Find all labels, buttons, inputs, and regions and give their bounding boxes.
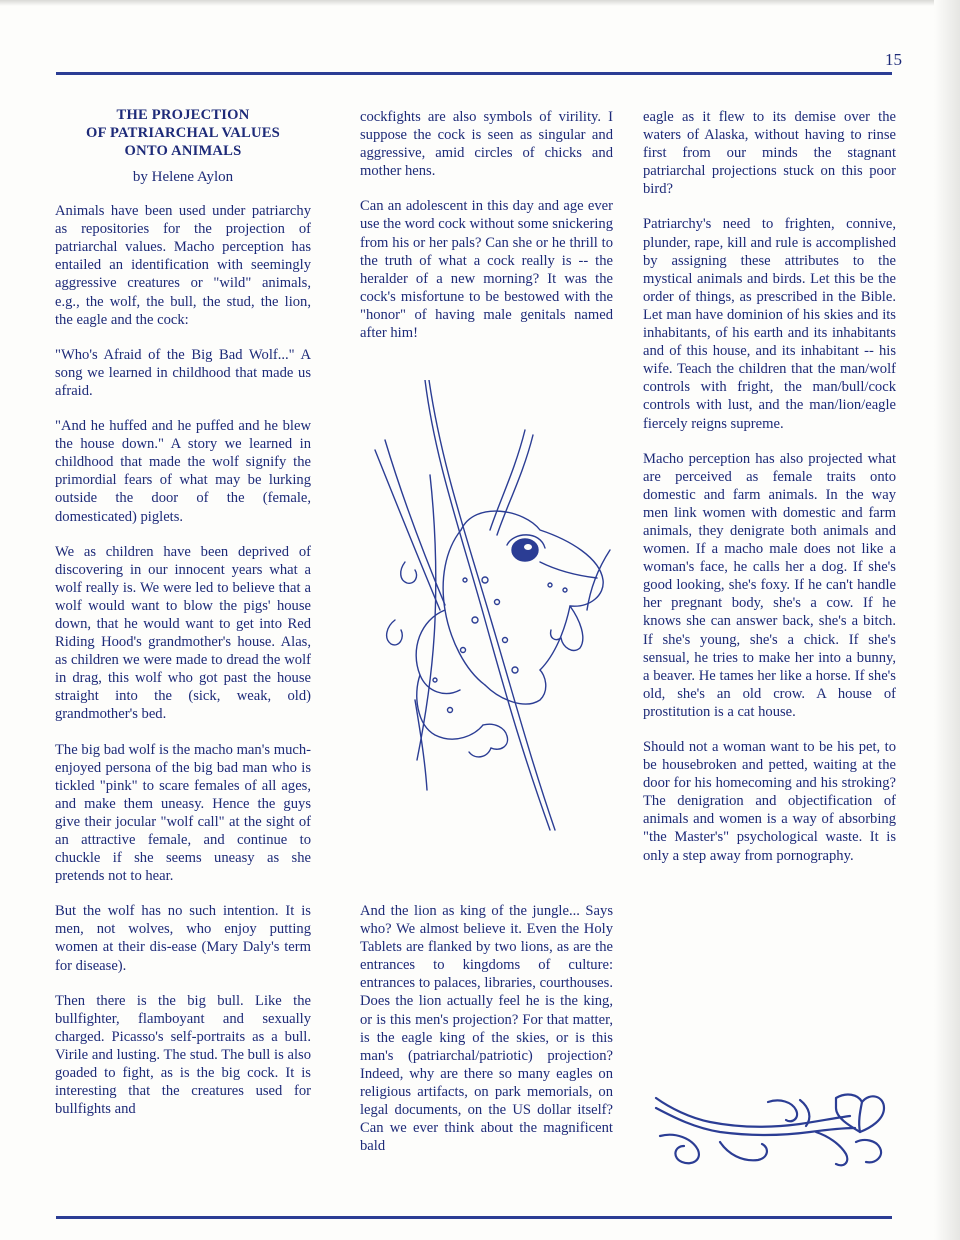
column-3 — [643, 108, 896, 882]
paragraph: "Who's Afraid of the Big Bad Wolf..." A song we learned in childhood that made us afraid. — [55, 346, 311, 399]
title-line-1: THE PROJECTION — [116, 107, 250, 123]
page-number: 15 — [885, 50, 902, 69]
paragraph: "And he huffed and he puffed and he blew the house down." A story we learned in childhood that made the wolf signify the primordial fears of what may be lurking outside the door of the (female, domesticated) piglets. — [55, 418, 311, 525]
paragraph: Patriarchy's need to frighten, connive, plunder, rape, kill and rule is accomplished by assigning these attributes to the mystical animals and birds. Let this be the order of things, as prescribed in the Bible. Let man have dominion of his skies and its inhabitants, of his earth and its inhabitants and of this house, and its inhabitant -- his wife. Teach the children that the man/wolf controls with fright, the man/bull/cock controls with lust, and the man/lion/eagle fiercely reigns supreme. — [643, 216, 896, 432]
frog-illustration — [365, 380, 615, 840]
column-1 — [55, 106, 311, 1135]
paragraph: Then there is the big bull. Like the bullfighter, flamboyant and sexually charged. Picasso's self-portraits as a bull. Virile and lusting. The stud. The bull is also goaded to fight, as is the big cock. It is interesting that the creatures used for bullfights and — [55, 992, 311, 1118]
paragraph: The big bad wolf is the macho man's much-enjoyed persona of the big bad man who is tickled "pink" to scare females of all ages, and make them uneasy. Hence the guys give their jocular "wolf call" at the sight of an attractive female, and continue to chuckle if she seems uneasy as she pretends not to hear. — [55, 741, 311, 885]
art-nouveau-ornament-icon — [650, 1088, 890, 1170]
bottom-rule — [56, 1216, 892, 1219]
paragraph: Animals have been used under patriarchy as repositories for the projection of patriarchal values. Macho perception has entailed an identification with seemingly aggressive creatures or "wild" animals, e.g., the wolf, the bull, the stud, the lion, the eagle and the cock: — [55, 203, 311, 328]
title-line-2: OF PATRIARCHAL VALUES — [86, 125, 280, 141]
byline: by Helene Aylon — [132, 169, 234, 185]
page-edge-right-shadow — [934, 0, 960, 1240]
paragraph: eagle as it flew to its demise over the waters of Alaska, without having to rinse first from our minds the stagnant patriarchal projections stuck on this poor bird? — [643, 109, 896, 198]
paragraph: Can an adolescent in this day and age ever use the word cock without some snickering from his or her pals? Can she or he thrill to the truth of what a cock really is -- the heralder of a new morning? It was the cock's misfortune to be bestowed with the "honor" of having male genitals named after him! — [360, 198, 613, 342]
paragraph: Should not a woman want to be his pet, to be housebroken and petted, waiting at the door for his homecoming and his stroking? The denigration and objectification of animals and women is a way of absorbing "the Master's" psychological waste. It is only a step away from pornography. — [643, 739, 896, 864]
paragraph: cockfights are also symbols of virility. I suppose the cock is seen as singular and aggressive, amid circles of chicks and mother hens. — [360, 109, 613, 180]
top-rule — [56, 72, 892, 75]
paragraph: Macho perception has also projected what are perceived as female traits onto domestic and farm animals. In the way men link women with domestic and farm animals, they denigrate both animals and women. If a macho male does not like a woman's face, he calls her a dog. If she's good looking, she's foxy. If he can't handle her pregnant body, she's a cow. If he knows she can answer back, she's a bitch. If she's young, she's a chick. If she's sensual, he tries to make her into a bunny, a beaver. He tames her like a horse. If she's old, she's an old crow. A house of prostitution is a cat house. — [643, 450, 896, 720]
paragraph: But the wolf has no such intention. It is men, not wolves, who enjoy putting women at their dis-ease (Mary Daly's term for disease). — [55, 903, 311, 974]
paragraph: We as children have been deprived of discovering in our innocent years what a wolf really is. We were led to believe that a wolf would want to blow the pigs' house down, that he would want to get into Red Riding Hood's grandmother's house. Alas, as children we were made to dread the wolf in drag, this wolf who got past the house straight into the (sick, weak, old) grandmother's bed. — [55, 543, 311, 723]
paragraph: And the lion as king of the jungle... Says who? We almost believe it. Even the Holy Tablets are flanked by two lions, as are the entrances to kingdoms of culture: entrances to palaces, libraries, courthouses. Does the lion actually feel he is the king, or is this men's projection? For that matter, is the eagle king of the skies, or is this man's (patriarchal/patriotic) projection? Indeed, why are there so many eagles on religious artifacts, on park memorials, on legal documents, on the US dollar itself? Can we ever think about the magnificent bald — [360, 903, 613, 1155]
article-title — [55, 106, 311, 160]
column-2-bottom — [360, 902, 613, 1172]
title-line-3: ONTO ANIMALS — [124, 143, 242, 159]
column-2-top — [360, 108, 613, 359]
page-edge-shadow — [0, 0, 960, 6]
